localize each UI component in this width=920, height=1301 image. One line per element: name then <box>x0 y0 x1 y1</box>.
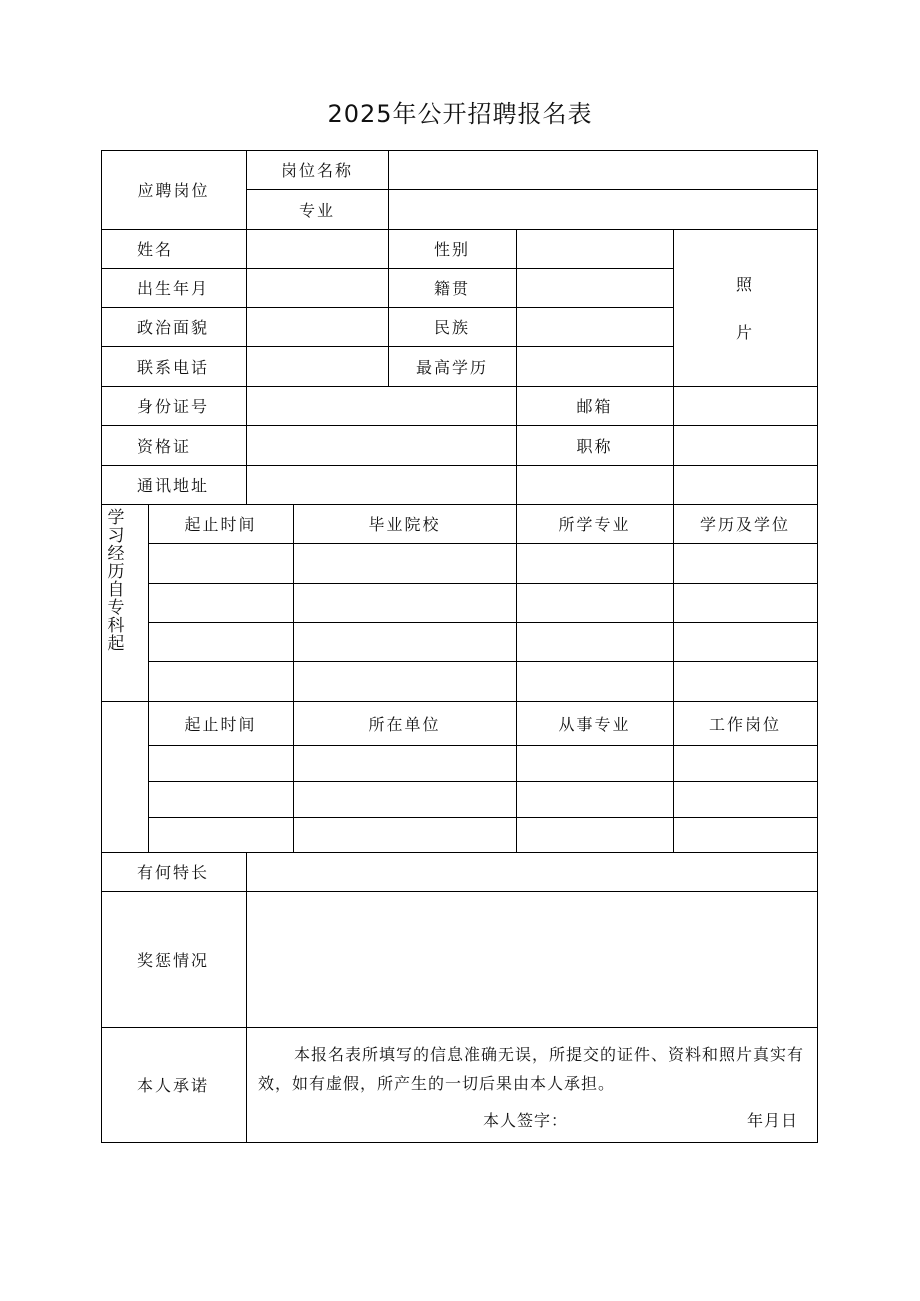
work-header-employer: 所在单位 <box>368 714 441 734</box>
position-label: 应聘岗位 <box>137 181 210 200</box>
ethnic-label: 民族 <box>433 318 470 337</box>
gender-label: 性别 <box>433 240 470 259</box>
date-label: 年月日 <box>747 1111 799 1130</box>
title-label: 职称 <box>576 436 613 456</box>
grid-line <box>817 150 818 1143</box>
email-label: 邮箱 <box>576 397 613 416</box>
certificate-label: 资格证 <box>137 436 192 456</box>
specialty-field[interactable] <box>246 852 817 891</box>
commitment-label: 本人承诺 <box>137 1076 210 1095</box>
form-title: 2025年公开招聘报名表 <box>327 100 593 128</box>
id-number-label: 身份证号 <box>137 397 210 416</box>
position-name-label: 岗位名称 <box>280 161 353 180</box>
native-field[interactable] <box>516 268 673 307</box>
photo-box[interactable] <box>673 229 817 386</box>
specialty-label: 有何特长 <box>137 863 210 882</box>
political-label: 政治面貌 <box>137 318 210 337</box>
rewards-label: 奖惩情况 <box>137 950 210 970</box>
photo-label-1: 照 <box>735 274 754 294</box>
political-field[interactable] <box>246 307 388 346</box>
education-label: 最高学历 <box>415 357 488 377</box>
position-name-field[interactable] <box>388 150 817 189</box>
study-header-major: 所学专业 <box>558 515 631 534</box>
email-field[interactable] <box>673 386 817 425</box>
education-field[interactable] <box>516 346 673 386</box>
work-header-field: 从事专业 <box>558 714 631 734</box>
gender-field[interactable] <box>516 229 673 268</box>
address-label: 通讯地址 <box>137 476 210 495</box>
commitment-text: 本报名表所填写的信息准确无误，所提交的证件、资料和照片真实有效，如有虚假，所产生的一切后果由本人承担。 <box>258 1045 805 1093</box>
rewards-field[interactable] <box>246 891 817 1027</box>
study-rows[interactable] <box>148 543 817 701</box>
work-header-post: 工作岗位 <box>708 714 781 734</box>
title-field[interactable] <box>673 425 817 465</box>
name-field[interactable] <box>246 229 388 268</box>
phone-field[interactable] <box>246 346 388 386</box>
photo-label-2: 片 <box>735 322 754 342</box>
work-header-period: 起止时间 <box>184 714 257 734</box>
native-label: 籍贯 <box>433 279 470 298</box>
major-field[interactable] <box>388 189 817 229</box>
study-header-school: 毕业院校 <box>368 515 441 534</box>
phone-label: 联系电话 <box>137 357 210 377</box>
ethnic-field[interactable] <box>516 307 673 346</box>
name-label: 姓名 <box>137 240 174 259</box>
major-label: 专业 <box>298 200 335 220</box>
signature-label: 本人签字： <box>483 1111 569 1130</box>
study-header-degree: 学历及学位 <box>699 515 790 534</box>
certificate-field[interactable] <box>246 425 516 465</box>
address-field[interactable] <box>246 465 817 504</box>
grid-line <box>101 1142 818 1143</box>
study-header-period: 起止时间 <box>184 515 257 534</box>
study-section-label: 学习经历自专科起 <box>107 508 125 654</box>
birth-label: 出生年月 <box>137 279 210 298</box>
id-number-field[interactable] <box>246 386 516 425</box>
work-rows[interactable] <box>148 745 817 852</box>
birth-field[interactable] <box>246 268 388 307</box>
